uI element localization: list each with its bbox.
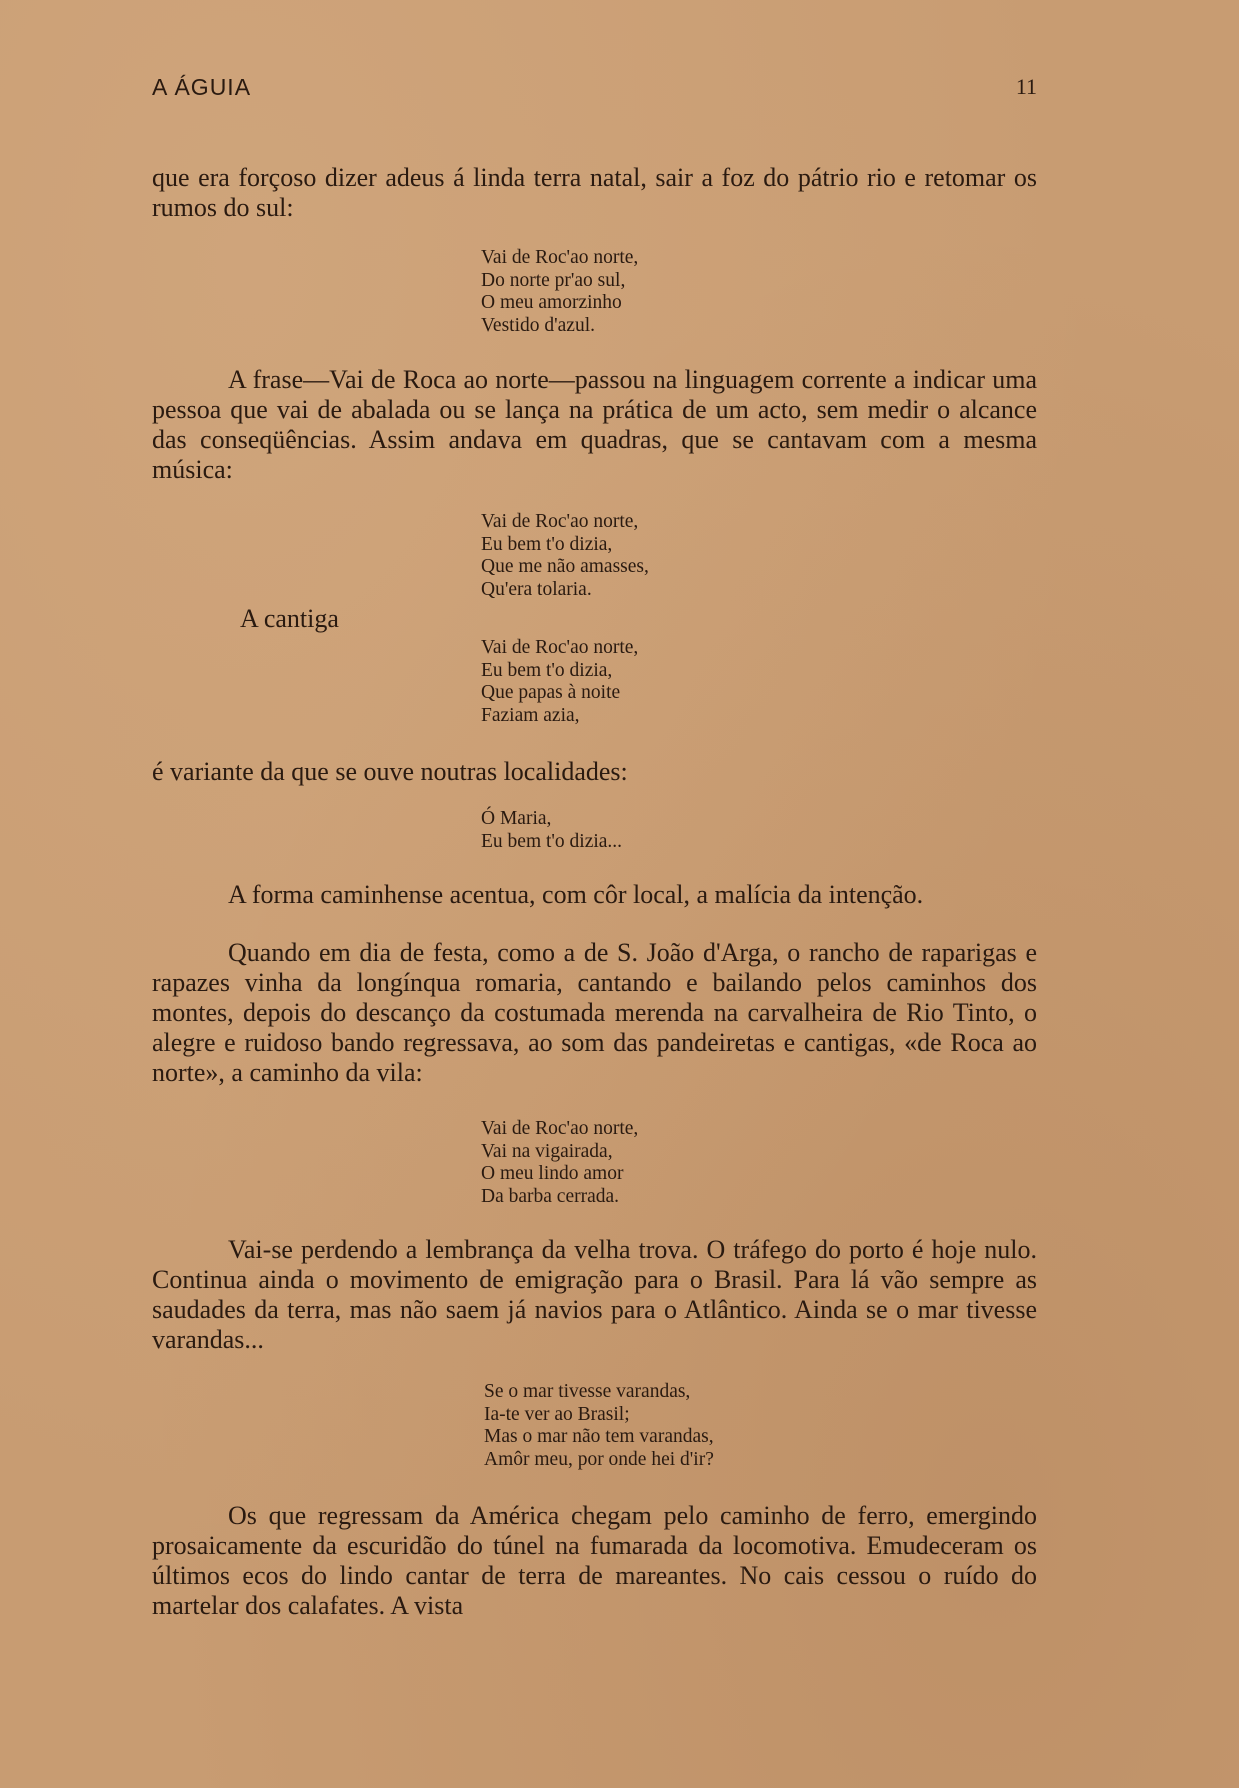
verse-line: Ia-te ver ao Brasil; [484, 1403, 630, 1425]
verse-line: Qu'era tolaria. [481, 578, 592, 600]
verse-line: Da barba cerrada. [481, 1185, 620, 1207]
verse-stanza [481, 637, 638, 727]
verse-side-label: A cantiga [240, 604, 339, 633]
verse-line: Vai de Roc'ao norte, [481, 637, 639, 658]
verse-line: Eu bem t'o dizia, [481, 533, 613, 555]
paragraph: A forma caminhense acentua, com côr local, a malícia da intenção. [228, 880, 924, 909]
verse-stanza [481, 247, 638, 337]
verse-line: Ó Maria, [481, 808, 552, 829]
verse-line: Que papas à noite [481, 682, 621, 703]
verse-line: Vai na vigairada, [481, 1140, 613, 1162]
verse-line: Vestido d'azul. [481, 314, 595, 336]
verse-line: Vai de Roc'ao norte, [481, 511, 639, 532]
running-head: A ÁGUIA [152, 74, 252, 100]
verse-line: Eu bem t'o dizia, [481, 659, 613, 681]
paragraph: que era forçoso dizer adeus á linda terra natal, sair a foz do pátrio rio e retomar os rumos do sul: [152, 163, 1037, 222]
page-number: 11 [1015, 74, 1037, 99]
verse-line: Que me não amasses, [481, 556, 649, 577]
verse-line: Amôr meu, por onde hei d'ir? [484, 1448, 714, 1470]
verse-line: Vai de Roc'ao norte, [481, 247, 639, 268]
verse-line: Mas o mar não tem varandas, [484, 1426, 714, 1447]
verse-stanza [484, 1381, 714, 1471]
verse-line: Se o mar tivesse varandas, [484, 1381, 691, 1402]
paragraph: Os que regressam da América chegam pelo caminho de ferro, emergindo prosaicamente da escuridão do túnel na fumarada da locomotiva. Emudeceram os últimos ecos do lindo cantar de terra de mareantes. No cais cessou o ruído do martelar dos calafates. A vista [152, 1501, 1037, 1620]
page-header [152, 74, 1037, 108]
paragraph: A frase—Vai de Roca ao norte—passou na linguagem corrente a indicar uma pessoa que vai de abalada ou se lança na prática de um acto, sem medir o alcance das conseqüências. Assim andava em quadras, que se cantavam com a mesma música: [152, 365, 1037, 484]
verse-line: Faziam azia, [481, 704, 580, 726]
verse-stanza [481, 808, 622, 853]
verse-stanza [481, 511, 649, 601]
paragraph: Quando em dia de festa, como a de S. João d'Arga, o rancho de raparigas e rapazes vinha da longínqua romaria, cantando e bailando pelos caminhos dos montes, depois do descanço da costumada merenda na carvalheira de Rio Tinto, o alegre e ruidoso bando regressava, ao som das pandeiretas e cantigas, «de Roca ao norte», a caminho da vila: [152, 938, 1037, 1087]
verse-line: O meu amorzinho [481, 292, 622, 313]
verse-line: O meu lindo amor [481, 1163, 624, 1184]
verse-line: Eu bem t'o dizia... [481, 830, 623, 852]
paragraph: é variante da que se ouve noutras localidades: [152, 757, 628, 786]
verse-stanza [481, 1118, 638, 1208]
verse-line: Do norte pr'ao sul, [481, 269, 626, 291]
verse-line: Vai de Roc'ao norte, [481, 1118, 639, 1139]
paragraph: Vai-se perdendo a lembrança da velha trova. O tráfego do porto é hoje nulo. Continua ainda o movimento de emigração para o Brasil. Para lá vão sempre as saudades da terra, mas não saem já navios para o Atlântico. Ainda se o mar tivesse varandas... [152, 1235, 1037, 1354]
